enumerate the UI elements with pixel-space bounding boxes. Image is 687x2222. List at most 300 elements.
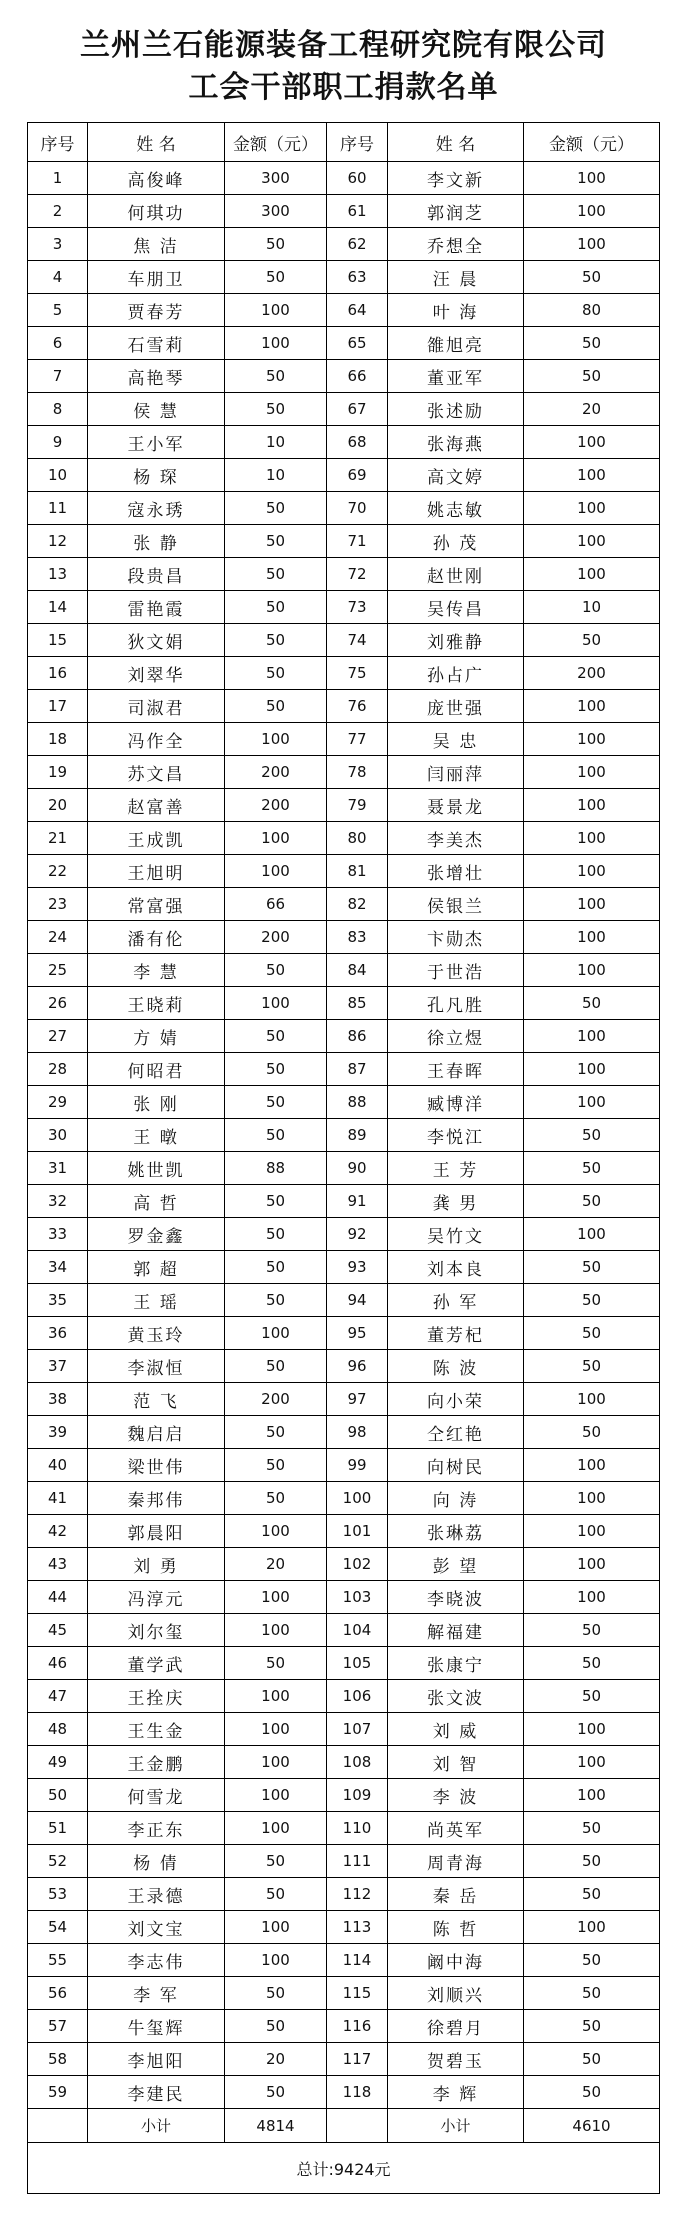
cell-name-right: 张增壮	[388, 855, 524, 888]
cell-name-left: 高俊峰	[88, 162, 225, 195]
cell-index-left: 19	[28, 756, 88, 789]
cell-amount-right: 100	[524, 1713, 660, 1746]
header-row	[28, 123, 660, 162]
cell-name-left: 魏启启	[88, 1416, 225, 1449]
cell-index-right: 111	[327, 1845, 388, 1878]
cell-index-left: 9	[28, 426, 88, 459]
cell-name-left: 贾春芳	[88, 294, 225, 327]
cell-index-left: 32	[28, 1185, 88, 1218]
cell-name-right: 董芳杞	[388, 1317, 524, 1350]
cell-amount-right: 50	[524, 1944, 660, 1977]
cell-index-left: 20	[28, 789, 88, 822]
cell-amount-right: 100	[524, 1911, 660, 1944]
subtotal-value-right: 4610	[524, 2109, 660, 2143]
cell-amount-right: 50	[524, 327, 660, 360]
cell-name-right: 卞勋杰	[388, 921, 524, 954]
cell-amount-right: 100	[524, 921, 660, 954]
cell-name-right: 闫丽萍	[388, 756, 524, 789]
cell-name-left: 冯作全	[88, 723, 225, 756]
cell-amount-right: 100	[524, 1020, 660, 1053]
table-row	[28, 591, 660, 624]
cell-index-left: 56	[28, 1977, 88, 2010]
cell-amount-left: 100	[225, 1614, 327, 1647]
cell-name-left: 冯淳元	[88, 1581, 225, 1614]
cell-index-left: 27	[28, 1020, 88, 1053]
cell-name-right: 雒旭亮	[388, 327, 524, 360]
cell-index-left: 7	[28, 360, 88, 393]
document-title: 兰州兰石能源装备工程研究院有限公司	[80, 28, 607, 63]
cell-index-right: 63	[327, 261, 388, 294]
table-row	[28, 1977, 660, 2010]
cell-index-left: 13	[28, 558, 88, 591]
cell-name-left: 何昭君	[88, 1053, 225, 1086]
cell-index-left: 26	[28, 987, 88, 1020]
cell-index-right: 95	[327, 1317, 388, 1350]
cell-name-left: 李建民	[88, 2076, 225, 2109]
cell-amount-left: 100	[225, 1515, 327, 1548]
table-row	[28, 954, 660, 987]
table-row	[28, 1119, 660, 1152]
cell-index-right: 90	[327, 1152, 388, 1185]
cell-name-left: 王 暾	[88, 1119, 225, 1152]
cell-amount-right: 80	[524, 294, 660, 327]
cell-name-right: 郭润芝	[388, 195, 524, 228]
header-index-right: 序号	[327, 123, 388, 162]
cell-amount-left: 50	[225, 525, 327, 558]
table-row	[28, 1185, 660, 1218]
cell-name-left: 刘 勇	[88, 1548, 225, 1581]
cell-name-right: 李 波	[388, 1779, 524, 1812]
cell-amount-left: 300	[225, 195, 327, 228]
cell-index-right: 105	[327, 1647, 388, 1680]
cell-amount-right: 100	[524, 756, 660, 789]
table-row	[28, 690, 660, 723]
cell-index-right: 92	[327, 1218, 388, 1251]
cell-index-left: 46	[28, 1647, 88, 1680]
cell-name-left: 张 静	[88, 525, 225, 558]
table-row	[28, 1053, 660, 1086]
cell-amount-left: 88	[225, 1152, 327, 1185]
cell-amount-right: 100	[524, 789, 660, 822]
cell-amount-right: 100	[524, 1746, 660, 1779]
cell-index-right: 118	[327, 2076, 388, 2109]
cell-amount-left: 50	[225, 492, 327, 525]
cell-amount-left: 100	[225, 723, 327, 756]
cell-amount-left: 100	[225, 1812, 327, 1845]
cell-index-left: 39	[28, 1416, 88, 1449]
cell-index-right: 83	[327, 921, 388, 954]
cell-index-left: 2	[28, 195, 88, 228]
cell-amount-left: 50	[225, 1053, 327, 1086]
cell-index-left: 3	[28, 228, 88, 261]
cell-name-right: 于世浩	[388, 954, 524, 987]
cell-name-left: 李旭阳	[88, 2043, 225, 2076]
cell-name-right: 李晓波	[388, 1581, 524, 1614]
cell-name-right: 高文婷	[388, 459, 524, 492]
cell-name-right: 孙 军	[388, 1284, 524, 1317]
cell-name-left: 李淑恒	[88, 1350, 225, 1383]
cell-index-right: 61	[327, 195, 388, 228]
cell-amount-right: 50	[524, 1977, 660, 2010]
cell-amount-left: 100	[225, 1680, 327, 1713]
cell-amount-right: 200	[524, 657, 660, 690]
cell-index-right: 89	[327, 1119, 388, 1152]
cell-amount-right: 50	[524, 1119, 660, 1152]
cell-index-right: 107	[327, 1713, 388, 1746]
cell-name-right: 周青海	[388, 1845, 524, 1878]
table-row	[28, 1647, 660, 1680]
table-row	[28, 624, 660, 657]
cell-index-right: 101	[327, 1515, 388, 1548]
cell-index-left: 28	[28, 1053, 88, 1086]
table-row	[28, 1614, 660, 1647]
cell-index-right: 73	[327, 591, 388, 624]
cell-amount-right: 100	[524, 525, 660, 558]
cell-index-left: 14	[28, 591, 88, 624]
cell-name-right: 李美杰	[388, 822, 524, 855]
cell-amount-right: 50	[524, 261, 660, 294]
table-row	[28, 822, 660, 855]
cell-index-right: 78	[327, 756, 388, 789]
cell-index-right: 62	[327, 228, 388, 261]
cell-index-left: 24	[28, 921, 88, 954]
cell-amount-right: 50	[524, 1251, 660, 1284]
cell-amount-left: 50	[225, 1251, 327, 1284]
cell-amount-left: 300	[225, 162, 327, 195]
grand-total: 总计:9424元	[28, 2143, 660, 2194]
cell-amount-left: 50	[225, 2076, 327, 2109]
cell-amount-right: 100	[524, 723, 660, 756]
cell-amount-left: 50	[225, 2010, 327, 2043]
cell-amount-left: 20	[225, 1548, 327, 1581]
cell-name-right: 乔想全	[388, 228, 524, 261]
cell-amount-right: 50	[524, 1350, 660, 1383]
cell-amount-right: 50	[524, 1680, 660, 1713]
cell-name-left: 王录德	[88, 1878, 225, 1911]
cell-amount-right: 100	[524, 426, 660, 459]
cell-name-left: 刘尔玺	[88, 1614, 225, 1647]
cell-index-left: 29	[28, 1086, 88, 1119]
cell-name-right: 陈 波	[388, 1350, 524, 1383]
table-row	[28, 855, 660, 888]
cell-index-left: 51	[28, 1812, 88, 1845]
subtotal-empty-right	[327, 2109, 388, 2143]
cell-name-right: 王 芳	[388, 1152, 524, 1185]
cell-index-right: 102	[327, 1548, 388, 1581]
cell-index-right: 97	[327, 1383, 388, 1416]
cell-name-right: 董亚军	[388, 360, 524, 393]
cell-name-right: 李 辉	[388, 2076, 524, 2109]
cell-name-right: 仝红艳	[388, 1416, 524, 1449]
cell-name-left: 梁世伟	[88, 1449, 225, 1482]
cell-index-right: 68	[327, 426, 388, 459]
cell-amount-right: 50	[524, 1284, 660, 1317]
cell-index-right: 81	[327, 855, 388, 888]
cell-name-left: 段贵昌	[88, 558, 225, 591]
cell-name-left: 王生金	[88, 1713, 225, 1746]
table-row	[28, 1020, 660, 1053]
table-row	[28, 921, 660, 954]
cell-index-right: 71	[327, 525, 388, 558]
cell-amount-left: 20	[225, 2043, 327, 2076]
cell-amount-right: 50	[524, 1812, 660, 1845]
cell-index-right: 69	[327, 459, 388, 492]
cell-name-left: 狄文娟	[88, 624, 225, 657]
cell-index-left: 25	[28, 954, 88, 987]
cell-index-right: 76	[327, 690, 388, 723]
table-row	[28, 228, 660, 261]
cell-index-right: 115	[327, 1977, 388, 2010]
cell-name-right: 孙 茂	[388, 525, 524, 558]
cell-amount-left: 50	[225, 261, 327, 294]
subtotal-label-right: 小计	[388, 2109, 524, 2143]
cell-name-right: 李悦江	[388, 1119, 524, 1152]
cell-index-right: 114	[327, 1944, 388, 1977]
cell-amount-right: 50	[524, 1185, 660, 1218]
cell-name-right: 臧博洋	[388, 1086, 524, 1119]
cell-index-left: 16	[28, 657, 88, 690]
donation-table	[27, 122, 660, 2194]
cell-index-left: 52	[28, 1845, 88, 1878]
table-row	[28, 888, 660, 921]
cell-index-left: 22	[28, 855, 88, 888]
cell-amount-right: 100	[524, 492, 660, 525]
cell-amount-left: 200	[225, 1383, 327, 1416]
table-row	[28, 657, 660, 690]
cell-amount-right: 50	[524, 1152, 660, 1185]
cell-name-left: 王 瑶	[88, 1284, 225, 1317]
cell-name-right: 刘 智	[388, 1746, 524, 1779]
cell-name-left: 寇永琇	[88, 492, 225, 525]
cell-amount-left: 50	[225, 1416, 327, 1449]
cell-index-right: 109	[327, 1779, 388, 1812]
cell-name-left: 刘文宝	[88, 1911, 225, 1944]
table-row	[28, 1482, 660, 1515]
table-row	[28, 1746, 660, 1779]
cell-name-right: 解福建	[388, 1614, 524, 1647]
cell-index-left: 21	[28, 822, 88, 855]
cell-amount-right: 100	[524, 1515, 660, 1548]
cell-index-right: 87	[327, 1053, 388, 1086]
cell-name-left: 王晓莉	[88, 987, 225, 1020]
cell-index-right: 88	[327, 1086, 388, 1119]
cell-name-right: 王春晖	[388, 1053, 524, 1086]
cell-index-right: 112	[327, 1878, 388, 1911]
cell-name-right: 向小荣	[388, 1383, 524, 1416]
cell-name-right: 侯银兰	[388, 888, 524, 921]
cell-name-right: 贺碧玉	[388, 2043, 524, 2076]
cell-amount-right: 100	[524, 1449, 660, 1482]
cell-name-right: 陈 哲	[388, 1911, 524, 1944]
cell-name-left: 李志伟	[88, 1944, 225, 1977]
cell-index-left: 57	[28, 2010, 88, 2043]
table-row	[28, 723, 660, 756]
cell-amount-right: 50	[524, 1878, 660, 1911]
cell-amount-left: 50	[225, 1086, 327, 1119]
cell-amount-left: 66	[225, 888, 327, 921]
header-index-left: 序号	[28, 123, 88, 162]
cell-amount-left: 50	[225, 558, 327, 591]
cell-amount-right: 50	[524, 1647, 660, 1680]
table-row	[28, 195, 660, 228]
cell-name-left: 牛玺辉	[88, 2010, 225, 2043]
cell-index-left: 31	[28, 1152, 88, 1185]
cell-index-left: 49	[28, 1746, 88, 1779]
cell-amount-right: 50	[524, 2043, 660, 2076]
cell-amount-right: 100	[524, 1779, 660, 1812]
cell-name-right: 彭 望	[388, 1548, 524, 1581]
cell-index-right: 116	[327, 2010, 388, 2043]
cell-index-left: 43	[28, 1548, 88, 1581]
cell-amount-right: 50	[524, 1845, 660, 1878]
cell-amount-right: 50	[524, 624, 660, 657]
table-row	[28, 294, 660, 327]
cell-name-right: 刘顺兴	[388, 1977, 524, 2010]
cell-name-right: 张琳荔	[388, 1515, 524, 1548]
cell-index-left: 54	[28, 1911, 88, 1944]
cell-index-left: 35	[28, 1284, 88, 1317]
cell-name-right: 庞世强	[388, 690, 524, 723]
cell-index-right: 79	[327, 789, 388, 822]
cell-amount-left: 100	[225, 1779, 327, 1812]
cell-name-left: 张 刚	[88, 1086, 225, 1119]
cell-index-right: 60	[327, 162, 388, 195]
cell-index-left: 12	[28, 525, 88, 558]
cell-name-right: 向 涛	[388, 1482, 524, 1515]
cell-amount-right: 100	[524, 1581, 660, 1614]
cell-amount-right: 50	[524, 1614, 660, 1647]
cell-amount-left: 100	[225, 1746, 327, 1779]
cell-amount-right: 100	[524, 888, 660, 921]
cell-name-left: 潘有伦	[88, 921, 225, 954]
cell-name-right: 叶 海	[388, 294, 524, 327]
cell-amount-left: 10	[225, 459, 327, 492]
cell-index-right: 70	[327, 492, 388, 525]
cell-name-left: 刘翠华	[88, 657, 225, 690]
cell-amount-left: 50	[225, 1482, 327, 1515]
cell-index-right: 77	[327, 723, 388, 756]
cell-amount-left: 50	[225, 1119, 327, 1152]
cell-index-right: 113	[327, 1911, 388, 1944]
table-row	[28, 1713, 660, 1746]
table-row	[28, 1449, 660, 1482]
cell-index-left: 59	[28, 2076, 88, 2109]
cell-amount-right: 100	[524, 558, 660, 591]
cell-amount-left: 100	[225, 1911, 327, 1944]
cell-amount-left: 50	[225, 1647, 327, 1680]
cell-name-left: 郭 超	[88, 1251, 225, 1284]
cell-index-left: 5	[28, 294, 88, 327]
cell-index-left: 8	[28, 393, 88, 426]
cell-amount-right: 100	[524, 1548, 660, 1581]
table-row	[28, 1581, 660, 1614]
cell-name-left: 范 飞	[88, 1383, 225, 1416]
cell-amount-left: 50	[225, 657, 327, 690]
cell-index-left: 38	[28, 1383, 88, 1416]
cell-amount-left: 100	[225, 1317, 327, 1350]
cell-name-left: 黄玉玲	[88, 1317, 225, 1350]
cell-name-left: 李 军	[88, 1977, 225, 2010]
cell-index-right: 67	[327, 393, 388, 426]
cell-index-left: 6	[28, 327, 88, 360]
cell-name-right: 赵世刚	[388, 558, 524, 591]
cell-index-left: 18	[28, 723, 88, 756]
table-row	[28, 1416, 660, 1449]
cell-amount-left: 200	[225, 789, 327, 822]
cell-amount-left: 200	[225, 756, 327, 789]
cell-name-left: 高 哲	[88, 1185, 225, 1218]
cell-amount-right: 50	[524, 2076, 660, 2109]
subtotal-value-left: 4814	[225, 2109, 327, 2143]
cell-name-left: 车朋卫	[88, 261, 225, 294]
cell-index-right: 86	[327, 1020, 388, 1053]
cell-name-left: 王旭明	[88, 855, 225, 888]
cell-amount-right: 100	[524, 459, 660, 492]
table-row	[28, 261, 660, 294]
cell-amount-left: 50	[225, 393, 327, 426]
cell-name-right: 张海燕	[388, 426, 524, 459]
cell-name-right: 张康宁	[388, 1647, 524, 1680]
cell-index-right: 74	[327, 624, 388, 657]
cell-amount-right: 100	[524, 1218, 660, 1251]
cell-name-right: 张文波	[388, 1680, 524, 1713]
cell-name-left: 侯 慧	[88, 393, 225, 426]
cell-name-right: 刘本良	[388, 1251, 524, 1284]
cell-amount-right: 20	[524, 393, 660, 426]
table-row	[28, 1911, 660, 1944]
cell-name-right: 姚志敏	[388, 492, 524, 525]
document-subtitle: 工会干部职工捐款名单	[188, 70, 499, 105]
cell-amount-left: 50	[225, 1878, 327, 1911]
table-row	[28, 756, 660, 789]
cell-name-left: 方 婧	[88, 1020, 225, 1053]
cell-index-right: 82	[327, 888, 388, 921]
cell-index-left: 37	[28, 1350, 88, 1383]
cell-index-right: 104	[327, 1614, 388, 1647]
cell-amount-left: 50	[225, 1449, 327, 1482]
cell-amount-left: 50	[225, 1218, 327, 1251]
table-row	[28, 987, 660, 1020]
cell-index-left: 10	[28, 459, 88, 492]
cell-name-right: 吴 忠	[388, 723, 524, 756]
cell-index-left: 30	[28, 1119, 88, 1152]
table-body	[28, 162, 660, 2109]
table-row	[28, 459, 660, 492]
cell-name-left: 王金鹏	[88, 1746, 225, 1779]
cell-index-right: 80	[327, 822, 388, 855]
cell-index-left: 36	[28, 1317, 88, 1350]
cell-name-left: 杨 倩	[88, 1845, 225, 1878]
cell-amount-right: 100	[524, 1053, 660, 1086]
cell-index-left: 50	[28, 1779, 88, 1812]
cell-index-right: 103	[327, 1581, 388, 1614]
cell-index-left: 1	[28, 162, 88, 195]
cell-index-left: 34	[28, 1251, 88, 1284]
table-row	[28, 1152, 660, 1185]
cell-name-right: 徐碧月	[388, 2010, 524, 2043]
cell-amount-left: 50	[225, 1185, 327, 1218]
cell-name-left: 王拴庆	[88, 1680, 225, 1713]
subtotal-row	[28, 2109, 660, 2143]
cell-name-right: 刘 威	[388, 1713, 524, 1746]
cell-name-left: 李 慧	[88, 954, 225, 987]
cell-index-right: 72	[327, 558, 388, 591]
subtotal-empty-left	[28, 2109, 88, 2143]
cell-amount-left: 50	[225, 1284, 327, 1317]
cell-index-left: 47	[28, 1680, 88, 1713]
cell-amount-left: 50	[225, 1350, 327, 1383]
cell-index-right: 100	[327, 1482, 388, 1515]
